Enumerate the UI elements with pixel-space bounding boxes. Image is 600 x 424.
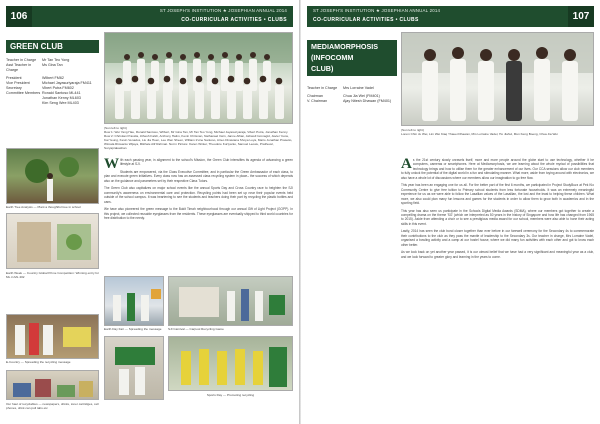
caption-heading: (Sun left to right): [104, 126, 127, 130]
club-info: [307, 86, 397, 104]
info-key: Asst Teacher in Charge: [6, 63, 32, 72]
header-publication: ST JOSEPH'S INSTITUTION ★ JOSEPHIAN ANNUAL 2014: [159, 8, 287, 13]
page-header: [307, 6, 594, 27]
recyclables-photo: [6, 370, 99, 400]
earth-day-fair-caption: Earth Day Fair — Spreading the message: [104, 327, 162, 331]
info-value: Vibert Putra FM602: [42, 86, 74, 90]
group-photo-image: [402, 33, 594, 126]
page-number: 107: [568, 6, 594, 27]
header-section: CO-CURRICULAR ACTIVITIES • CLUBS: [181, 17, 287, 23]
article-paragraph: This year has also seen us participate in the Schools Digital Media Awards (SDMA), where our members got together to create a compelling drama on the theme 'SG' (which we interpreted as 50 years in the history of Singapore and how life has changed from 1965 to 2015). Aside from attending a choir or to see a prestigious media award for our school, members were also able to hone their acting skills in this event.: [401, 208, 594, 226]
info-key: Vice President: [6, 81, 30, 85]
club-title-line: CLUB): [311, 64, 334, 73]
info-key: Committee Members: [6, 91, 41, 95]
sji-carnival-caption: SJI Carnival — Carpool Recycling Game: [168, 327, 224, 331]
caption-text: Row 1: Wei Yang Hau, Ronald Santoso, Wilbert, Mr Gina Tan, Mr Tan Teo Yong, Michael Jayasuriyaraja, Vibert Putra, Jonathan Kenny. Row 2: Christian Pravida, Jithesh Falsh, Anthony Halim, Kevin Chrisnan, Nathanael Irwin, Janne Alfian, Ashwell Ismnagid, Javier Yeow, Kai Yeung, Kevin Venados, Liu Jia Hoen, Lee Wen Sheen, William Irvine Santoso, Arteo Dinaviana Shoya Loya, Mario Jonathan Prasetio, Wimala Riswanto Wijaya, Mikhale Alif Rahmat. Not in Picture: Karen Winter, Theodore Kurtyanto, Samuel Leowu, Prathevel, Suryaprakashan: [104, 130, 293, 150]
recyclables-caption: Our haul of recyclables — newspapers, drinks, toner cartridges, cell phones, drink can pull tabs etc: [6, 402, 99, 410]
page-number: 106: [6, 6, 32, 27]
sports-day-image-a: [105, 337, 164, 400]
sji-carnival-photo: [168, 276, 293, 326]
info-key: Teacher in Charge: [307, 86, 338, 90]
earth-day-fair-image: [105, 277, 164, 326]
info-row: [6, 101, 99, 106]
info-key: [6, 101, 42, 106]
caption-heading: (Sun left to right): [401, 128, 424, 132]
sports-day-image-b: [169, 337, 293, 391]
header-section: CO-CURRICULAR ACTIVITIES • CLUBS: [313, 17, 419, 23]
info-row: [307, 99, 397, 104]
tree-planting-image: [7, 149, 99, 204]
group-photo-image: [105, 33, 293, 124]
page-header: [6, 6, 293, 27]
drop-cap: A: [401, 156, 412, 172]
group-photo: [401, 32, 594, 126]
recyclables-image: [7, 371, 99, 400]
article-paragraph: Students are empowered, via the Class Executive Committee, and in particular the Green Ambassador of each class, to plan and execute green initiatives. Every class now has an assessed class recycling system in place– the success of which depends also on the guidance and parameters set by their respective Class Tutors.: [104, 169, 293, 183]
header-publication: ST JOSEPH'S INSTITUTION ★ JOSEPHIAN ANNUAL 2014: [313, 8, 441, 13]
tree-planting-caption: Earth Tree Analysis — Plant a thoughtful tree in school: [6, 205, 81, 209]
info-value: Ms Gina Tan: [42, 63, 63, 67]
info-key: V. Chairman: [307, 99, 328, 103]
info-key: Chairman: [307, 94, 323, 98]
mediamorphosis-article: [401, 158, 594, 262]
info-value: Jonathan Kenny ML603: [42, 96, 81, 100]
right-page: [301, 0, 600, 424]
info-value: Ajay Nitesh Dhawan (FM401): [343, 99, 392, 103]
info-key: Secretary: [6, 86, 22, 90]
left-page: [0, 0, 299, 424]
info-row: [6, 63, 99, 73]
info-row: [307, 86, 397, 91]
info-value: Ronald Santoso ML441: [42, 91, 81, 95]
sports-day-caption: Sports Day — Promoting recycling: [206, 393, 255, 397]
sports-day-photo-b: [168, 336, 293, 391]
sji-carnival-image: [169, 277, 293, 326]
earth-week-caption: Earth Week — Country Global Prime Competition: Winning entry for ML in ML 402: [6, 271, 99, 279]
article-paragraph: This year has been an engaging one for us all. For the better part of the first 6 months, we participated in Project StudyBuzz at Pek Kio Community Centre to give free tuition to Primary school students from less fortunate households. It was an extremely meaningful experience for us as we were able to follow the Lasallian values of the Lasallian, the lost and the least to helping these children. What more, we also could plan many fun lessons and games for the students in order to allow them to grow both in academics and in the sporting field.: [401, 183, 594, 206]
info-value: Mrs Lorraine Vadel: [343, 86, 374, 90]
article-paragraph: As we look back on yet another year passed, it is our utmost belief that we have had a very significant and meaningful year as a club, and we look forward to greater glory and learning in the years to come.: [401, 250, 594, 259]
paragraph-text: s the 21st century slowly unravels itself, more and more people around the globe start to use technology, whether it be computers, cameras or smartphones. Here at Mediamorphosis, we are learning about the whole myriad of possibilities that technology brings and how to utilise them for the greater enhancement of our lives. Our CCA sessions allow our club members to fully unlock the potential of the digital world in a fun and stimulating manner. What more, aside from toying around with electronics, we also have a whole lot of discussions where our members allow our imagination to go free flow.: [401, 158, 594, 180]
e-country-photo: [6, 314, 99, 359]
group-photo-caption: [104, 126, 293, 150]
article-paragraph: We have also pioneered the green message to the Bukit Timah neighbourhood through our annual Gift of Light Project (GOPP). In this project, we collected reusable eyeglasses from the residents. These eyeglasses are eventually shipped to third world countries for free distribution to the needy.: [104, 207, 293, 220]
article-paragraph: The Green Club also capitalizes on major school events like the annual Sports Day and Cross Country race to heighten the SJI community's awareness on environmental care and protection. Recycling points had been set up near their popular events held outside of the school campus. It was heartening to see the students and teachers doing their part by recycling the plastic bottles and cans.: [104, 186, 293, 204]
club-title: GREEN CLUB: [6, 40, 99, 53]
info-value: Wilbert FM62: [42, 76, 64, 80]
info-value: Kim Seng Wee ML403: [42, 101, 79, 105]
club-title-line: (INFOCOMM: [311, 53, 354, 62]
tree-planting-photo: [6, 148, 99, 204]
group-photo: [104, 32, 293, 124]
article-paragraph: [401, 158, 594, 180]
article-paragraph: Lastly, 2014 has seen the club bond closer together than ever before in our farewell ceremony for the Secondary 4s to commemorate their contributions to the club as they pass the mantle of leadership to the Secondary 3s. Our teacher in charge, Mrs Lorraine Vadel, organised a bowling activity and a camp at our hostel house, where we did many fun activities with each other and got to know each other better.: [401, 229, 594, 247]
info-value: Chua Jia Wei (FM401): [343, 94, 380, 98]
earth-day-fair-photo: [104, 276, 164, 326]
paragraph-text: ith each passing year, in alignment to the school's Mission, the Green Club intensifies its agenda of advancing a green lifestyle at SJI.: [120, 158, 293, 167]
e-country-caption: E-Country — Spreading the recycling message: [6, 360, 71, 364]
earth-week-image: [7, 214, 99, 269]
e-country-image: [7, 315, 99, 359]
green-club-article: [104, 158, 293, 223]
article-paragraph: [104, 156, 293, 172]
info-value: Mr Tan Teo Yong: [42, 58, 70, 62]
club-info: [6, 58, 99, 106]
club-title-line: MEDIAMORPHOSIS: [311, 42, 379, 51]
info-value: Michael Jayasuriyaraja FM411: [42, 81, 92, 85]
group-photo-caption: [401, 128, 594, 136]
sports-day-photo-a: [104, 336, 164, 400]
caption-text: Lorem Chin Ju Wei, Lim Wei Kiaq Yhauei Dhawan, Mrs Lorraine Vadel, Ho Jiahul, Mun Keng Boeng, Chua Jia Wei: [401, 132, 558, 136]
club-title: [307, 40, 397, 76]
info-key: President: [6, 76, 22, 80]
drop-cap: W: [104, 156, 119, 172]
earth-week-photo: [6, 213, 99, 269]
info-key: Teacher in Charge: [6, 58, 37, 62]
